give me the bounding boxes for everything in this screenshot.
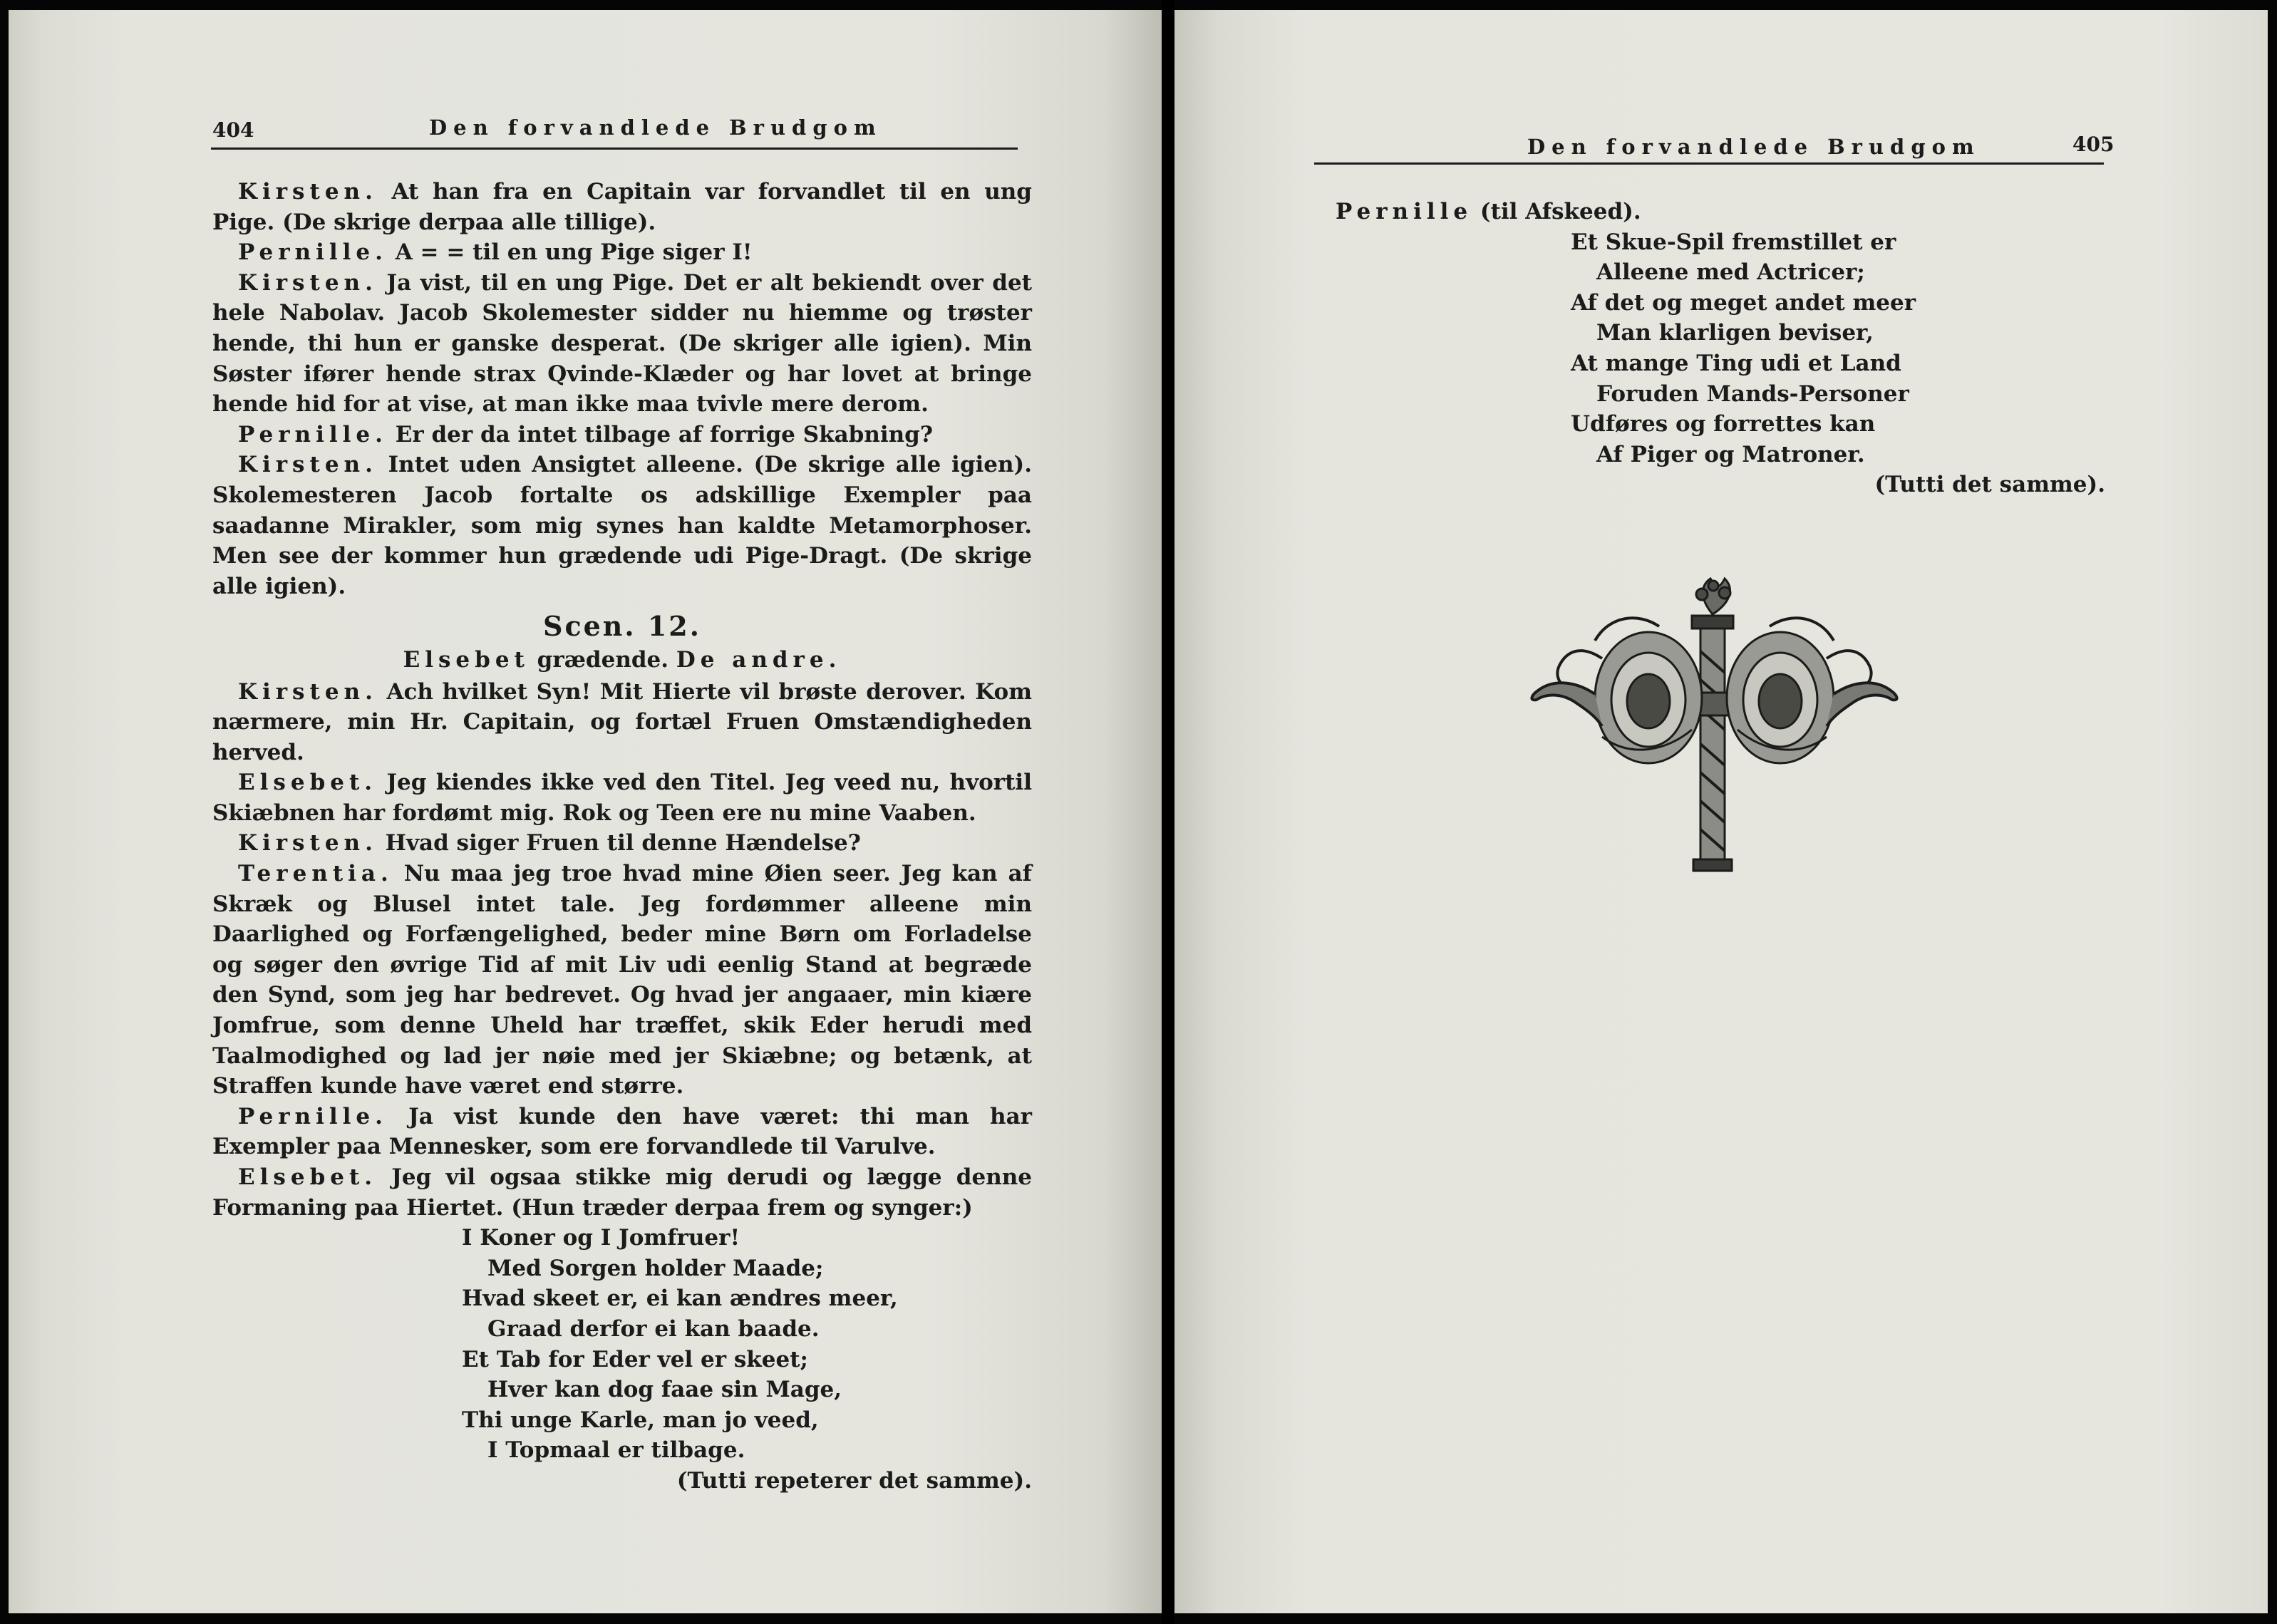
running-head-right: Den forvandlede Brudgom <box>1527 135 1981 159</box>
scene-direction: grædende. <box>529 646 676 673</box>
verse-line: Hver kan dog faae sin Mage, <box>487 1377 842 1403</box>
dialogue-paragraph <box>212 420 1032 450</box>
scene-character: Elsebet <box>403 646 530 673</box>
page-number-right: 405 <box>2072 133 2115 156</box>
dialogue-text: Hvad siger Fruen til denne Hændelse? <box>377 830 861 857</box>
dialogue-paragraph <box>212 1162 1032 1223</box>
verse-line: Graad derfor ei kan baade. <box>487 1315 820 1342</box>
stage-direction: (til Afskeed). <box>1472 199 1641 224</box>
dialogue-text: Intet uden Ansigtet alleene. (De skrige alle igien). Skolemesteren Jacob fortalte os adskillige Exempler paa saadanne Mirakler, som mig synes han kaldte Metamorphoser. Men see der kommer hun grædende udi Pige-Dragt. (De skrige alle igien). <box>212 452 1032 599</box>
speaker-name: Pernille. <box>238 239 388 266</box>
dialogue-text: Er der da intet tilbage af forrige Skabning? <box>387 421 934 448</box>
dialogue-text: Ja vist kunde den have været: thi man har Exempler paa Mennesker, som ere forvandlede til Varulve. <box>212 1103 1032 1160</box>
speaker-name: Elsebet. <box>238 1164 378 1190</box>
verse-line: At mange Ting udi et Land <box>1571 350 1901 376</box>
speaker-name: Elsebet. <box>238 770 378 796</box>
verse-line: Med Sorgen holder Maade; <box>487 1255 824 1281</box>
verse-line: Foruden Mands-Personer <box>1596 381 1909 407</box>
header-rule-left <box>211 148 1018 150</box>
stage-direction-closing: (Tutti repeterer det samme). <box>676 1467 1032 1494</box>
right-page-body <box>1336 197 2105 500</box>
tailpiece-ornament-icon <box>1524 573 1909 886</box>
verse-line: Udføres og forrettes kan <box>1571 411 1876 438</box>
verse-line: Et Skue-Spil fremstillet er <box>1571 229 1896 255</box>
verse-line: I Koner og I Jomfruer! <box>462 1225 740 1251</box>
dialogue-paragraph <box>212 450 1032 601</box>
header-rule-right <box>1314 162 2104 165</box>
dialogue-paragraph <box>212 677 1032 768</box>
dialogue-paragraph <box>1336 197 2105 227</box>
verse-line: Hvad skeet er, ei kan ændres meer, <box>462 1286 898 1312</box>
dialogue-text: At han fra en Capitain var forvandlet til en ung Pige. (De skrige derpaa alle tillige). <box>212 179 1032 235</box>
dialogue-paragraph <box>212 237 1032 268</box>
verse-line: Alleene med Actricer; <box>1596 259 1865 286</box>
speaker-name: Kirsten. <box>238 678 378 705</box>
dialogue-paragraph <box>212 1102 1032 1162</box>
left-page <box>9 10 1162 1613</box>
scene-subtitle <box>212 645 1032 676</box>
book-gutter <box>1162 0 1174 1624</box>
page-number-left: 404 <box>212 118 254 142</box>
speaker-name: Pernille. <box>238 421 388 448</box>
speaker-name: Kirsten. <box>238 830 378 857</box>
speaker-name: Kirsten. <box>238 179 378 205</box>
verse-line: Man klarligen beviser, <box>1596 320 1874 346</box>
song-verse <box>212 1223 1032 1466</box>
speaker-name: Kirsten. <box>238 452 378 478</box>
dialogue-paragraph <box>212 859 1032 1102</box>
dialogue-paragraph <box>212 828 1032 859</box>
dialogue-text: Jeg vil ogsaa stikke mig derudi og lægge denne Formaning paa Hiertet. (Hun træder derpaa frem og synger:) <box>212 1164 1032 1221</box>
scene-title: Scen. 12. <box>543 610 701 643</box>
verse-line: Af det og meget andet meer <box>1571 289 1916 316</box>
right-page <box>1174 10 2268 1613</box>
verse-line: Thi unge Karle, man jo veed, <box>462 1407 819 1433</box>
dialogue-paragraph <box>212 177 1032 237</box>
verse-line: I Topmaal er tilbage. <box>487 1437 745 1464</box>
speaker-name: Pernille. <box>238 1103 388 1129</box>
speaker-name: Kirsten. <box>238 269 378 296</box>
verse-line: Af Piger og Matroner. <box>1596 441 1865 467</box>
dialogue-text: Nu maa jeg troe hvad mine Øien seer. Jeg kan af Skræk og Blusel intet tale. Jeg fordømmer alleene min Daarlighed og Forfængelighed, beder mine Børn om Forladelse og søger den øvrige Tid af mit Liv udi eenlig Stand at begræde den Synd, som jeg har bedrevet. Og hvad jer angaaer, min kiære Jomfrue, som denne Uheld har træffet, skik Eder herudi med Taalmodighed og lad jer nøie med jer Skiæbne; og betænk, at Straffen kunde have været end større. <box>212 861 1032 1100</box>
dialogue-text: A = = til en ung Pige siger I! <box>387 239 753 266</box>
dialogue-paragraph <box>212 767 1032 828</box>
running-head-left: Den forvandlede Brudgom <box>429 115 882 140</box>
dialogue-text: Ach hvilket Syn! Mit Hierte vil brøste derover. Kom nærmere, min Hr. Capitain, og fortæl Fruen Omstændigheden herved. <box>212 678 1032 765</box>
left-page-body <box>212 177 1032 1496</box>
speaker-name: Terentia. <box>238 861 393 887</box>
dialogue-text: Jeg kiendes ikke ved den Titel. Jeg veed nu, hvortil Skiæbnen har fordømt mig. Rok og Teen ere nu mine Vaaben. <box>212 770 1032 826</box>
stage-direction-closing: (Tutti det samme). <box>1874 472 2105 498</box>
scene-others: De andre. <box>676 646 842 673</box>
verse-line: Et Tab for Eder vel er skeet; <box>462 1346 808 1372</box>
song-verse <box>1336 227 2105 470</box>
dialogue-text: Ja vist, til en ung Pige. Det er alt bekiendt over det hele Nabolav. Jacob Skolemester sidder nu hiemme og trøster hende, thi hun er ganske desperat. (De skriger alle igien). Min Søster ifører hende strax Qvinde-Klæder og har lovet at bringe hende hid for at vise, at man ikke maa tvivle mere derom. <box>212 269 1032 418</box>
speaker-name: Pernille <box>1336 199 1473 224</box>
dialogue-paragraph <box>212 268 1032 420</box>
